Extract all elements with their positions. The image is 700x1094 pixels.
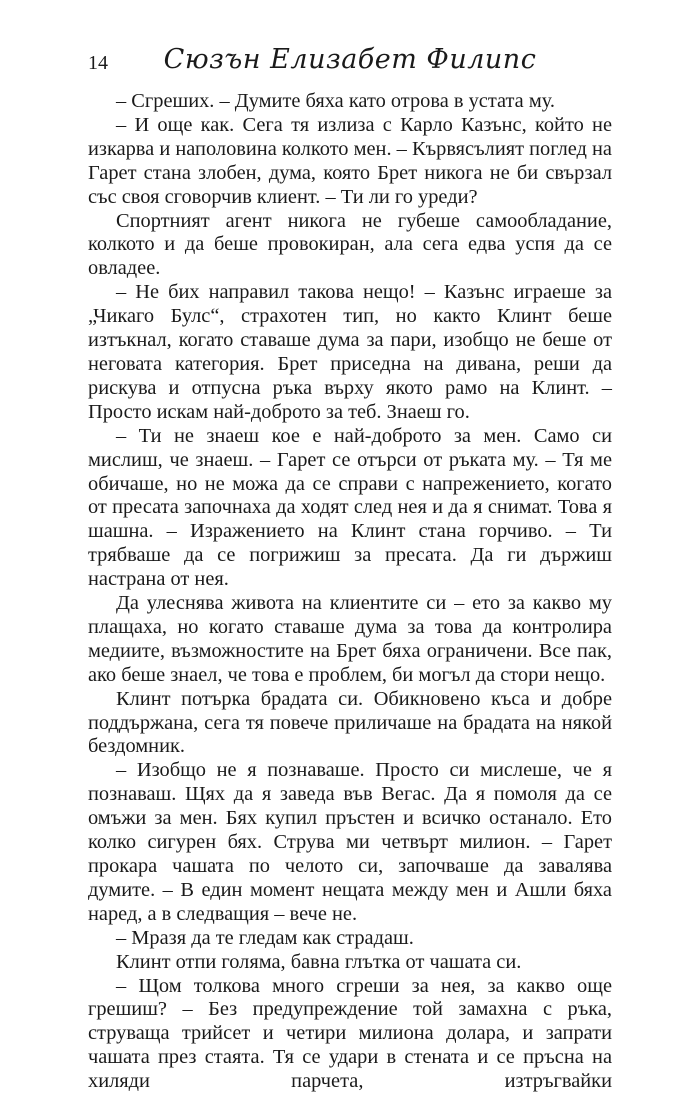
running-header: [88, 44, 612, 78]
paragraph: Спортният агент никога не губеше самообладание, колкото и да беше провокиран, ала сега едва успя да се овладее.: [88, 209, 612, 280]
running-header-author: Сюзън Елизабет Филипс: [163, 44, 537, 75]
body-text: [88, 90, 612, 1094]
paragraph: – Сгреших. – Думите бяха като отрова в устата му.: [116, 90, 555, 112]
paragraph: Клинт потърка брадата си. Обикновено къса и добре поддържана, сега тя повече приличаше на брадата на някой бездомник.: [88, 687, 612, 758]
paragraph: – И още как. Сега тя излиза с Карло Казънс, който не изкарва и наполовина колкото мен. – Кървясълият поглед на Гарет стана злобен, дума, която Брет никога не би свързал със своя сговорчив клиент. – Ти ли го уреди?: [88, 113, 612, 208]
paragraph: – Изобщо не я познаваше. Просто си мислеше, че я познаваш. Щях да я заведа във Вегас. Да я помоля да се омъжи за мен. Бях купил пръстен и всичко останало. Ето колко сигурен бях. Струва ми четвърт милион. – Гарет прокара чашата по челото си, започваше да завалява думите. – В един момент нещата между мен и Ашли бяха наред, а в следващия – вече не.: [88, 759, 612, 925]
paragraph: – Щом толкова много сгреши за нея, за какво още грешиш? – Без предупреждение той замахна с ръка, струваща трийсет и четири милиона долара, и запрати чашата през стаята. Тя се удари в стената и се пръсна на хиляди парчета, изтръгвайки: [88, 974, 612, 1093]
paragraph: Клинт отпи голяма, бавна глътка от чашата си.: [116, 950, 522, 973]
paragraph: – Ти не знаеш кое е най-доброто за мен. Само си мислиш, че знаеш. – Гарет се отърси от ръката му. – Тя ме обичаше, но не можа да се справи с напрежението, когато от пресата започнаха да ходят след нея и да я снимат. Това я шашна. – Изражението на Клинт стана горчиво. – Ти трябваше да се погрижиш за пресата. Да ги държиш настрана от нея.: [88, 424, 612, 591]
paragraph: – Мразя да те гледам как страдаш.: [116, 926, 414, 949]
page-number: 14: [88, 52, 108, 74]
paragraph: – Не бих направил такова нещо! – Казънс играеше за „Чикаго Булс“, страхотен тип, но както Клинт беше изтъкнал, когато ставаше дума за пари, изобщо не беше от неговата категория. Брет приседна на дивана, реши да рискува и отпусна ръка върху якото рамо на Клинт. – Просто искам най-доброто за теб. Знаеш го.: [88, 281, 612, 423]
paragraph: Да улеснява живота на клиентите си – ето за какво му плащаха, но когато ставаше дума за това да контролира медиите, възможностите на Брет бяха ограничени. Все пак, ако беше знаел, че това е проблем, би могъл да стори нещо.: [88, 592, 612, 686]
